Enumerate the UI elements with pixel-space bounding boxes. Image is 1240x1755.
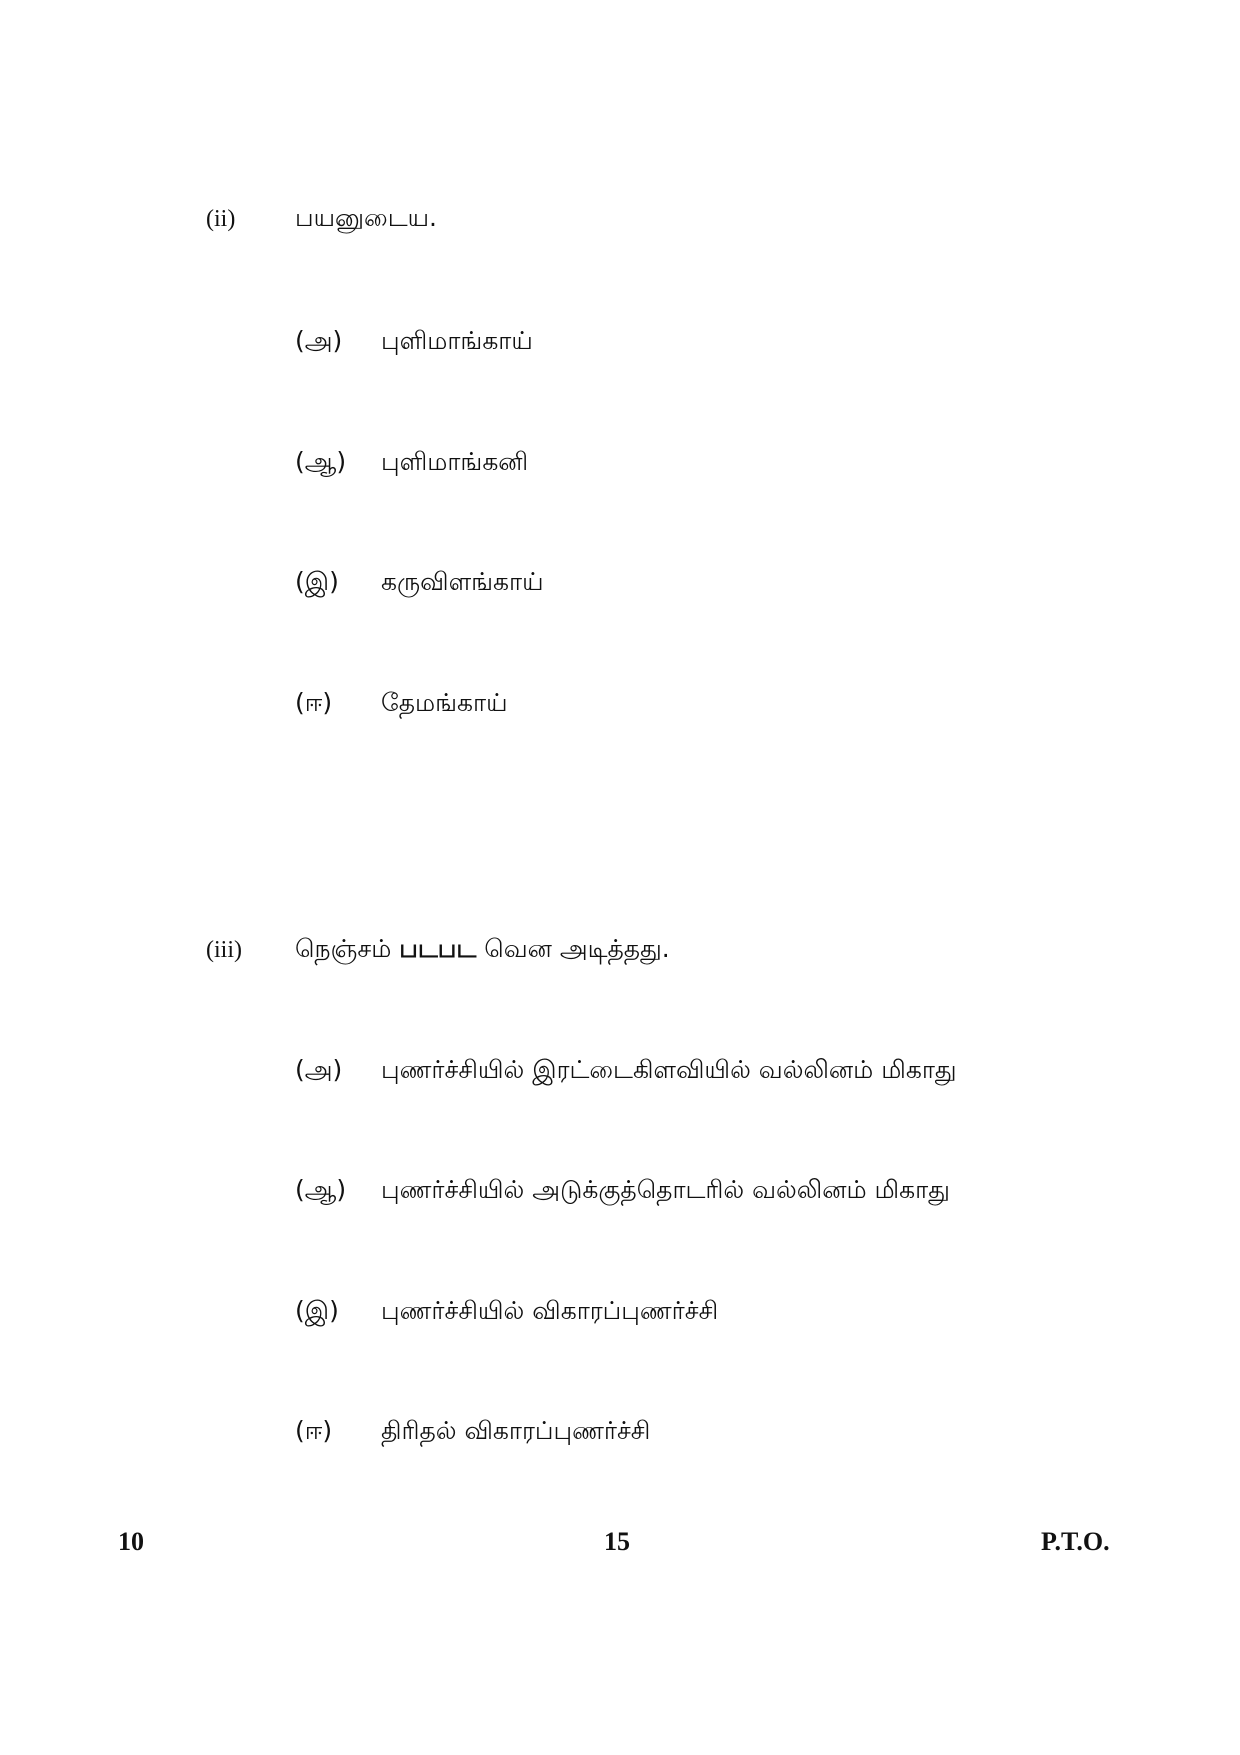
option-i-iii [295,1296,718,1329]
option-ii-ii [295,688,508,721]
question-text-after: வென அடித்தது. [484,934,670,963]
question-number-ii: (ii) [206,206,236,232]
option-label: (ஆ) [295,1175,347,1204]
option-label: (ஈ) [295,688,333,717]
option-text: புணர்ச்சியில் இரட்டைகிளவியில் வல்லினம் மிகாது [381,1055,957,1084]
option-label: (ஆ) [295,447,347,476]
option-text: திரிதல் விகாரப்புணர்ச்சி [381,1416,651,1445]
pto-label: P.T.O. [1041,1527,1110,1556]
option-ii-iii [295,1416,650,1449]
option-text: புளிமாங்கனி [381,447,529,476]
question-text-before: நெஞ்சம் [295,934,392,963]
page-number: 15 [604,1527,630,1556]
option-label: (ஈ) [295,1416,333,1445]
option-text: கருவிளங்காய் [381,567,544,596]
question-text-iii [295,934,670,967]
option-i-ii [295,567,544,600]
option-aa-iii [295,1175,950,1208]
option-aa-ii [295,447,528,480]
option-text: தேமங்காய் [381,688,508,717]
option-a-ii [295,326,533,359]
question-text-bold: படபட [399,934,477,963]
question-number-iii: (iii) [206,937,242,963]
option-label: (இ) [295,567,339,596]
option-text: புளிமாங்காய் [381,326,533,355]
paper-code: 10 [118,1527,144,1556]
option-label: (இ) [295,1296,339,1325]
question-text-ii: பயனுடைய. [295,203,437,232]
option-label: (அ) [295,1055,343,1084]
option-text: புணர்ச்சியில் விகாரப்புணர்ச்சி [381,1296,719,1325]
option-label: (அ) [295,326,343,355]
option-text: புணர்ச்சியில் அடுக்குத்தொடரில் வல்லினம் மிகாது [381,1175,950,1204]
option-a-iii [295,1055,957,1088]
